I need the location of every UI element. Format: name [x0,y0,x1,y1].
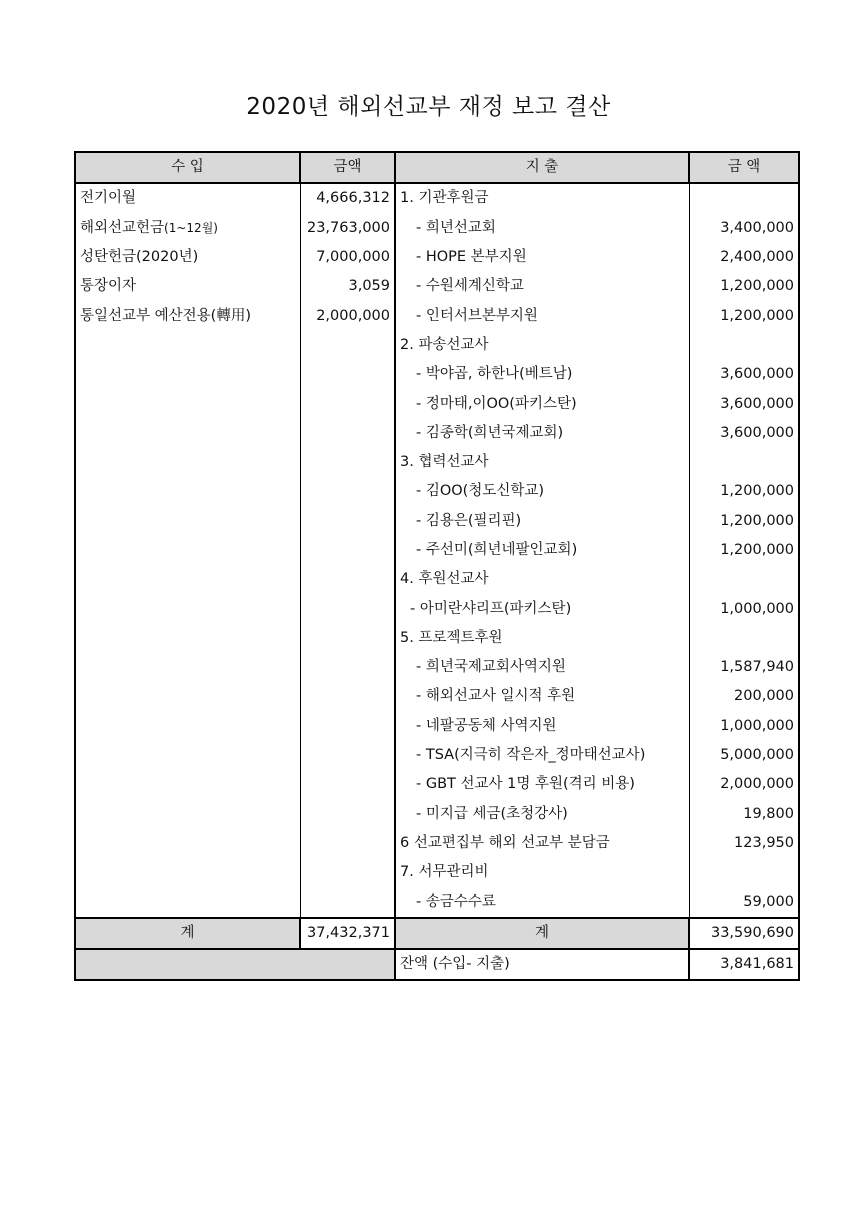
expense-amount: 1,000,000 [689,712,799,741]
expense-amount: 200,000 [689,682,799,711]
income-amount [300,477,395,506]
expense-total-value: 33,590,690 [689,918,799,949]
table-row [75,507,799,536]
income-item-cell [75,419,300,448]
table-row [75,682,799,711]
income-amount [300,770,395,799]
expense-item: - GBT 선교사 1명 후원(격리 비용) [395,770,689,799]
income-item: 성탄헌금(2020년) [80,249,199,266]
totals-row [75,918,799,949]
income-item-cell [75,741,300,770]
expense-item: - 김종학(희년국제교회) [395,419,689,448]
header-expense-amount: 금 액 [689,152,799,183]
expense-item: - 수원세계신학교 [395,272,689,301]
income-amount [300,858,395,887]
income-item: 전기이월 [80,190,137,207]
income-item-cell [75,183,300,213]
table-row [75,565,799,594]
income-amount [300,565,395,594]
income-item-cell [75,682,300,711]
income-amount: 4,666,312 [300,183,395,213]
expense-amount: 1,200,000 [689,536,799,565]
expense-item: - 김용은(필리핀) [395,507,689,536]
table-row [75,243,799,272]
table-row [75,272,799,301]
header-expense: 지 출 [395,152,689,183]
expense-item: - 네팔공동체 사역지원 [395,712,689,741]
income-amount [300,331,395,360]
income-total-value: 37,432,371 [300,918,395,949]
table-row [75,800,799,829]
expense-amount: 1,200,000 [689,272,799,301]
header-income: 수 입 [75,152,300,183]
expense-amount: 123,950 [689,829,799,858]
income-item-cell [75,624,300,653]
income-item-cell [75,565,300,594]
income-item-cell [75,536,300,565]
expense-amount: 5,000,000 [689,741,799,770]
income-item-cell [75,243,300,272]
income-item-cell [75,858,300,887]
expense-amount [689,565,799,594]
income-amount: 23,763,000 [300,214,395,243]
expense-amount: 3,600,000 [689,360,799,389]
header-income-amount: 금액 [300,152,395,183]
table-row [75,477,799,506]
table-row [75,624,799,653]
income-item-cell [75,770,300,799]
expense-item: - 주선미(희년네팔인교회) [395,536,689,565]
table-row [75,653,799,682]
income-amount [300,507,395,536]
income-amount [300,448,395,477]
income-amount [300,829,395,858]
expense-amount: 2,000,000 [689,770,799,799]
income-amount [300,419,395,448]
income-item-cell [75,829,300,858]
income-amount [300,682,395,711]
table-row [75,214,799,243]
balance-value: 3,841,681 [689,949,799,980]
table-row [75,829,799,858]
expense-category: 7. 서무관리비 [395,858,689,887]
expense-amount: 59,000 [689,887,799,917]
income-amount [300,624,395,653]
income-amount [300,536,395,565]
expense-amount: 1,200,000 [689,477,799,506]
income-amount [300,653,395,682]
expense-amount: 1,200,000 [689,301,799,330]
table-row [75,741,799,770]
table-body [75,183,799,917]
expense-item: - 미지급 세금(초청강사) [395,800,689,829]
expense-item: - 해외선교사 일시적 후원 [395,682,689,711]
expense-amount: 1,200,000 [689,507,799,536]
expense-amount [689,624,799,653]
income-item-cell [75,800,300,829]
income-amount [300,741,395,770]
expense-total-label: 계 [395,918,689,949]
expense-amount [689,331,799,360]
income-item-cell [75,448,300,477]
income-item-cell [75,389,300,418]
table-row [75,770,799,799]
expense-category: 4. 후원선교사 [395,565,689,594]
expense-amount [689,448,799,477]
finance-report-table [74,151,800,981]
expense-item: - 인터서브본부지원 [395,301,689,330]
income-item-cell [75,360,300,389]
income-amount: 3,059 [300,272,395,301]
expense-item: - 아미란샤리프(파키스탄) [395,594,689,623]
expense-amount [689,183,799,213]
expense-item: - 송금수수료 [395,887,689,917]
table-row [75,594,799,623]
table-header-row [75,152,799,183]
income-item-note: (1~12월) [164,220,218,235]
income-amount [300,887,395,917]
expense-amount: 1,587,940 [689,653,799,682]
income-amount [300,800,395,829]
income-item-cell [75,712,300,741]
income-total-label: 계 [75,918,300,949]
expense-category: 5. 프로젝트후원 [395,624,689,653]
balance-label: 잔액 (수입- 지출) [395,949,689,980]
expense-amount: 1,000,000 [689,594,799,623]
income-item-cell [75,887,300,917]
expense-category: 6 선교편집부 해외 선교부 분담금 [395,829,689,858]
expense-amount [689,858,799,887]
income-amount [300,594,395,623]
expense-category: 3. 협력선교사 [395,448,689,477]
expense-item: - 김OO(청도신학교) [395,477,689,506]
income-item-cell [75,272,300,301]
income-item: 통일선교부 예산전용(轉用) [80,307,251,324]
income-item-cell [75,477,300,506]
table-row [75,360,799,389]
income-item-cell [75,653,300,682]
income-amount [300,389,395,418]
expense-amount: 3,600,000 [689,389,799,418]
table-row [75,448,799,477]
table-row [75,419,799,448]
expense-amount: 19,800 [689,800,799,829]
expense-item: - 박야곱, 하한나(베트남) [395,360,689,389]
income-amount [300,712,395,741]
table-row [75,389,799,418]
balance-empty-cell [75,949,395,980]
expense-amount: 3,600,000 [689,419,799,448]
income-item-cell [75,507,300,536]
income-item-cell [75,301,300,330]
expense-item: - 희년선교회 [395,214,689,243]
income-item: 통장이자 [80,278,137,295]
expense-category: 1. 기관후원금 [395,183,689,213]
balance-row [75,949,799,980]
income-amount: 7,000,000 [300,243,395,272]
expense-item: - HOPE 본부지원 [395,243,689,272]
table-row [75,858,799,887]
income-item-cell [75,594,300,623]
expense-item: - TSA(지극히 작은자_정마태선교사) [395,741,689,770]
income-item-cell [75,331,300,360]
page-title: 2020년 해외선교부 재정 보고 결산 [246,94,611,120]
table-row [75,183,799,213]
expense-item: - 희년국제교회사역지원 [395,653,689,682]
expense-amount: 3,400,000 [689,214,799,243]
expense-item: - 정마태,이OO(파키스탄) [395,389,689,418]
table-row [75,331,799,360]
income-item: 해외선교헌금 [80,219,165,236]
table-row [75,712,799,741]
income-amount [300,360,395,389]
table-row [75,536,799,565]
income-amount: 2,000,000 [300,301,395,330]
expense-amount: 2,400,000 [689,243,799,272]
table-row [75,301,799,330]
expense-category: 2. 파송선교사 [395,331,689,360]
income-item-cell [75,214,300,243]
table-row [75,887,799,917]
